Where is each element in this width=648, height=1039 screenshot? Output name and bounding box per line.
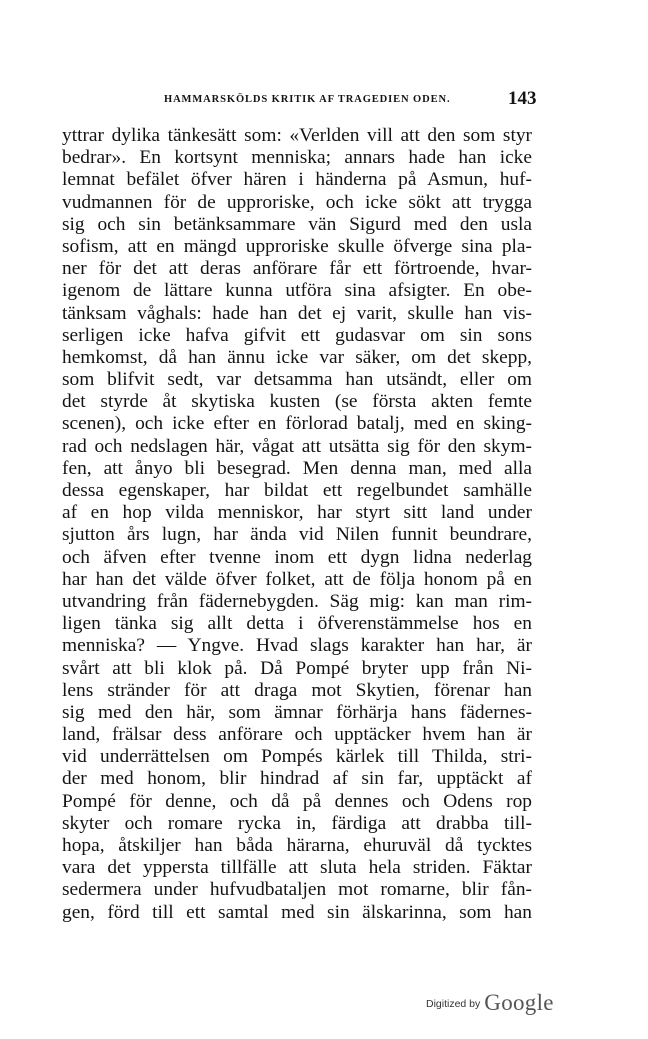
text-line: af en hop vilda menniskor, har styrt sitt land under	[62, 502, 532, 524]
text-line: svårt att bli klok på. Då Pompé bryter upp från Ni-	[62, 657, 532, 679]
google-logo: Google	[484, 990, 554, 1015]
text-line: gen, förd till ett samtal med sin älskarinna, som han	[62, 901, 532, 923]
text-line: sofism, att en mängd upproriske skulle öfverge sina pla-	[62, 235, 532, 257]
text-line: vid underrättelsen om Pompés kärlek till Thilda, stri-	[62, 746, 532, 768]
text-line: Pompé för denne, och då på dennes och Odens rop	[62, 790, 532, 812]
text-line: fen, att ånyo bli besegrad. Men denna man, med alla	[62, 457, 532, 479]
text-line: der med honom, blir hindrad af sin far, upptäckt af	[62, 768, 532, 790]
digitized-by-label: Digitized by	[426, 998, 481, 1010]
text-line: sjutton års lugn, har ända vid Nilen funnit beundrare,	[62, 524, 532, 546]
text-line: rad och nedslagen här, vågat att utsätta sig för den skym-	[62, 435, 532, 457]
text-line: dessa egenskaper, har bildat ett regelbundet samhälle	[62, 480, 532, 501]
text-line: yttrar dylika tänkesätt som: «Verlden vill att den som styr	[62, 125, 532, 146]
digitization-watermark	[426, 990, 586, 1020]
text-line: bedrar». En kortsynt menniska; annars hade han icke	[62, 147, 532, 169]
text-line: vara det yppersta tillfälle att sluta hela striden. Fäktar	[62, 857, 532, 879]
text-line: och äfven efter tvenne inom ett dygn lidna nederlag	[62, 546, 532, 568]
text-line: sig med den här, som ämnar förhärja hans fädernes-	[62, 701, 532, 723]
text-line: det styrde åt skytiska kusten (se första akten femte	[62, 391, 532, 413]
text-line: ner för det att deras anförare får ett förtroende, hvar-	[62, 258, 532, 280]
text-line: hopa, åtskiljer han båda härarna, ehuruväl då tycktes	[62, 835, 532, 856]
running-head: HAMMARSKÖLDS KRITIK AF TRAGEDIEN ODEN.	[164, 94, 451, 105]
text-line: lens stränder för att draga mot Skytien, förenar han	[62, 679, 532, 701]
text-line: sig och sin betänksammare vän Sigurd med den usla	[62, 213, 532, 235]
text-line: hemkomst, då han ännu icke var säker, om det skepp,	[62, 346, 532, 368]
text-line: som blifvit sedt, var detsamma han utsändt, eller om	[62, 369, 532, 391]
text-line: tänksam våghals: hade han det ej varit, skulle han vis-	[62, 302, 532, 324]
text-line: utvandring från fädernebygden. Säg mig: kan man rim-	[62, 590, 532, 612]
text-line: vudmannen för de upproriske, och icke sökt att trygga	[62, 191, 532, 213]
text-line: serligen icke hafva gifvit ett gudasvar om sin sons	[62, 324, 532, 346]
body-text	[62, 125, 532, 924]
text-line: menniska? — Yngve. Hvad slags karakter han har, är	[62, 635, 532, 657]
text-line: lemnat befälet öfver hären i händerna på Asmun, huf-	[62, 169, 532, 191]
text-line: sedermera under hufvudbataljen mot romarne, blir fån-	[62, 879, 532, 901]
page-header	[0, 90, 648, 112]
page-number: 143	[508, 88, 537, 109]
text-line: har han det välde öfver folket, att de följa honom på en	[62, 568, 532, 590]
text-line: scenen), och icke efter en förlorad batalj, med en sking-	[62, 413, 532, 435]
text-line: skyter och romare rycka in, färdiga att drabba till-	[62, 812, 532, 834]
text-line: ligen tänka sig allt detta i öfverenstämmelse hos en	[62, 613, 532, 635]
text-line: land, frälsar dess anförare och upptäcker hvem han är	[62, 724, 532, 746]
text-line: igenom de lättare kunna utföra sina afsigter. En obe-	[62, 280, 532, 302]
